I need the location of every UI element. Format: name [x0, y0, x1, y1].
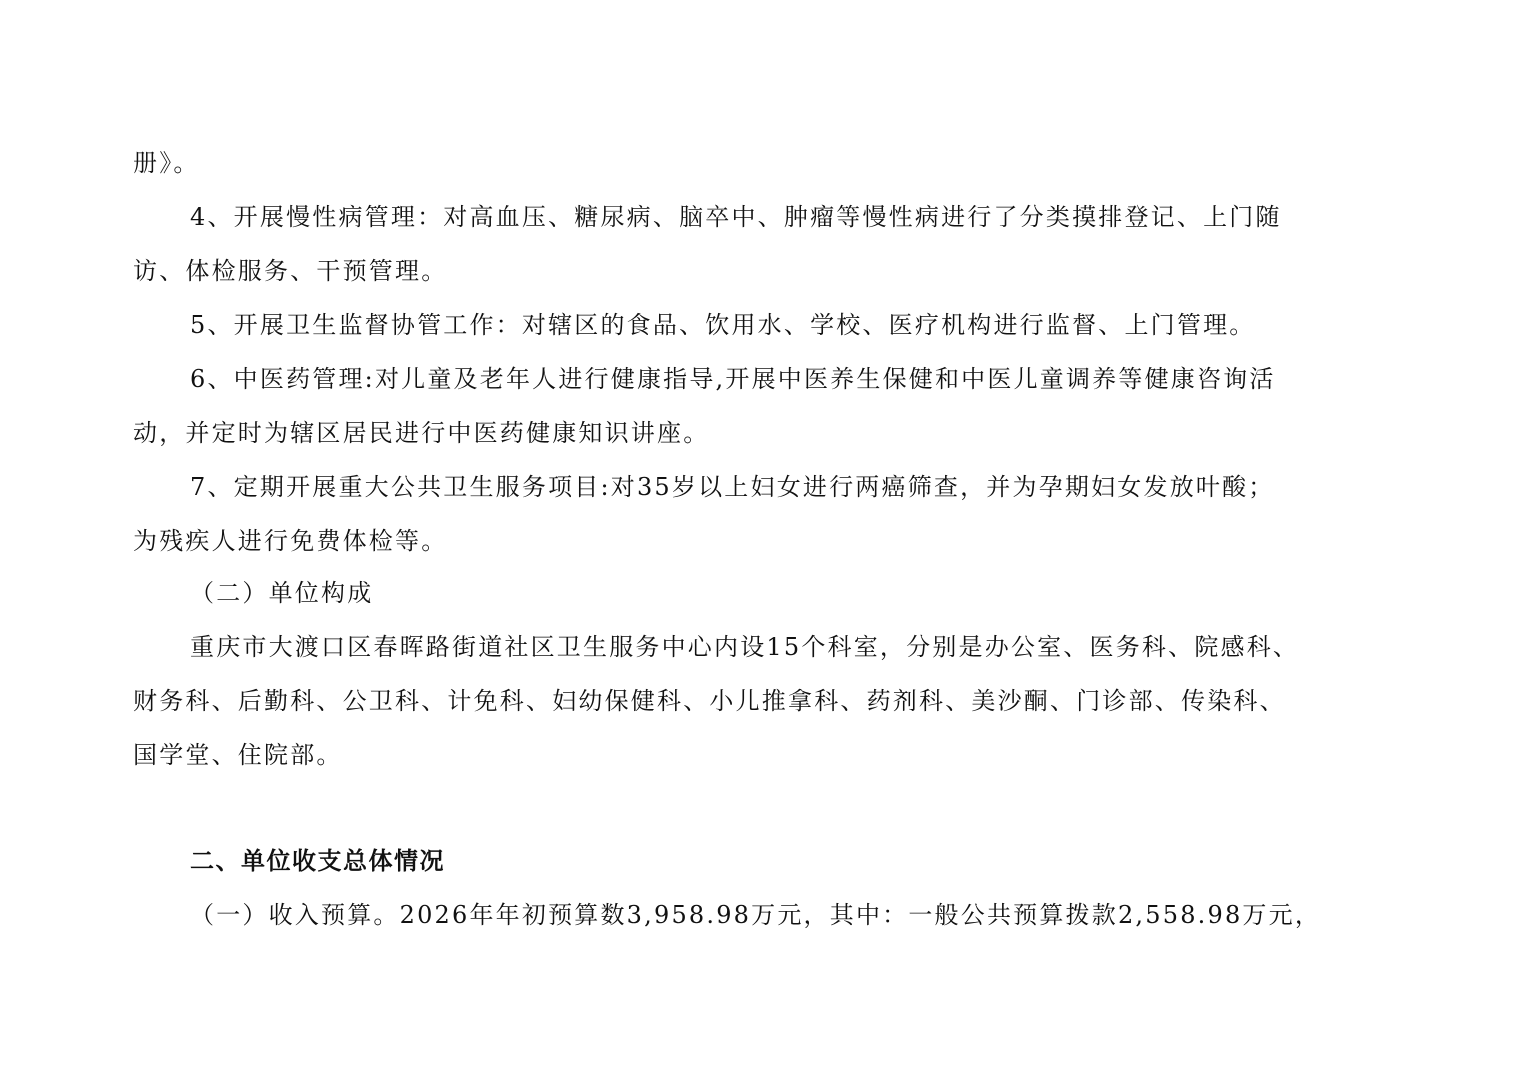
section-heading-budget-overview: 二、单位收支总体情况 — [190, 847, 445, 875]
item-4-chronic-disease: 4、开展慢性病管理：对高血压、糖尿病、脑卒中、肿瘤等慢性病进行了分类摸排登记、上门随 — [190, 203, 1282, 231]
item-6-continuation: 动，并定时为辖区居民进行中医药健康知识讲座。 — [133, 419, 710, 447]
unit-composition-paragraph: 重庆市大渡口区春晖路街道社区卫生服务中心内设15个科室，分别是办公室、医务科、院感科、 — [190, 633, 1300, 661]
item-7-public-health: 7、定期开展重大公共卫生服务项目:对35岁以上妇女进行两癌筛查，并为孕期妇女发放叶酸； — [190, 473, 1275, 501]
item-7-continuation: 为残疾人进行免费体检等。 — [133, 527, 448, 555]
item-4-continuation: 访、体检服务、干预管理。 — [133, 257, 448, 285]
item-6-tcm-management: 6、中医药管理:对儿童及老年人进行健康指导,开展中医养生保健和中医儿童调养等健康咨询活 — [190, 365, 1276, 393]
unit-composition-continuation-1: 财务科、后勤科、公卫科、计免科、妇幼保健科、小儿推拿科、药剂科、美沙酮、门诊部、传染科、 — [133, 687, 1286, 715]
section-heading-unit-composition: （二）单位构成 — [190, 579, 374, 607]
unit-composition-continuation-2: 国学堂、住院部。 — [133, 741, 343, 769]
item-5-health-supervision: 5、开展卫生监督协管工作：对辖区的食品、饮用水、学校、医疗机构进行监督、上门管理。 — [190, 311, 1256, 339]
income-budget-paragraph: （一）收入预算。2026年年初预算数3,958.98万元，其中：一般公共预算拨款2,558.98万元， — [190, 901, 1322, 929]
text-line-continuation: 册》。 — [133, 149, 200, 177]
